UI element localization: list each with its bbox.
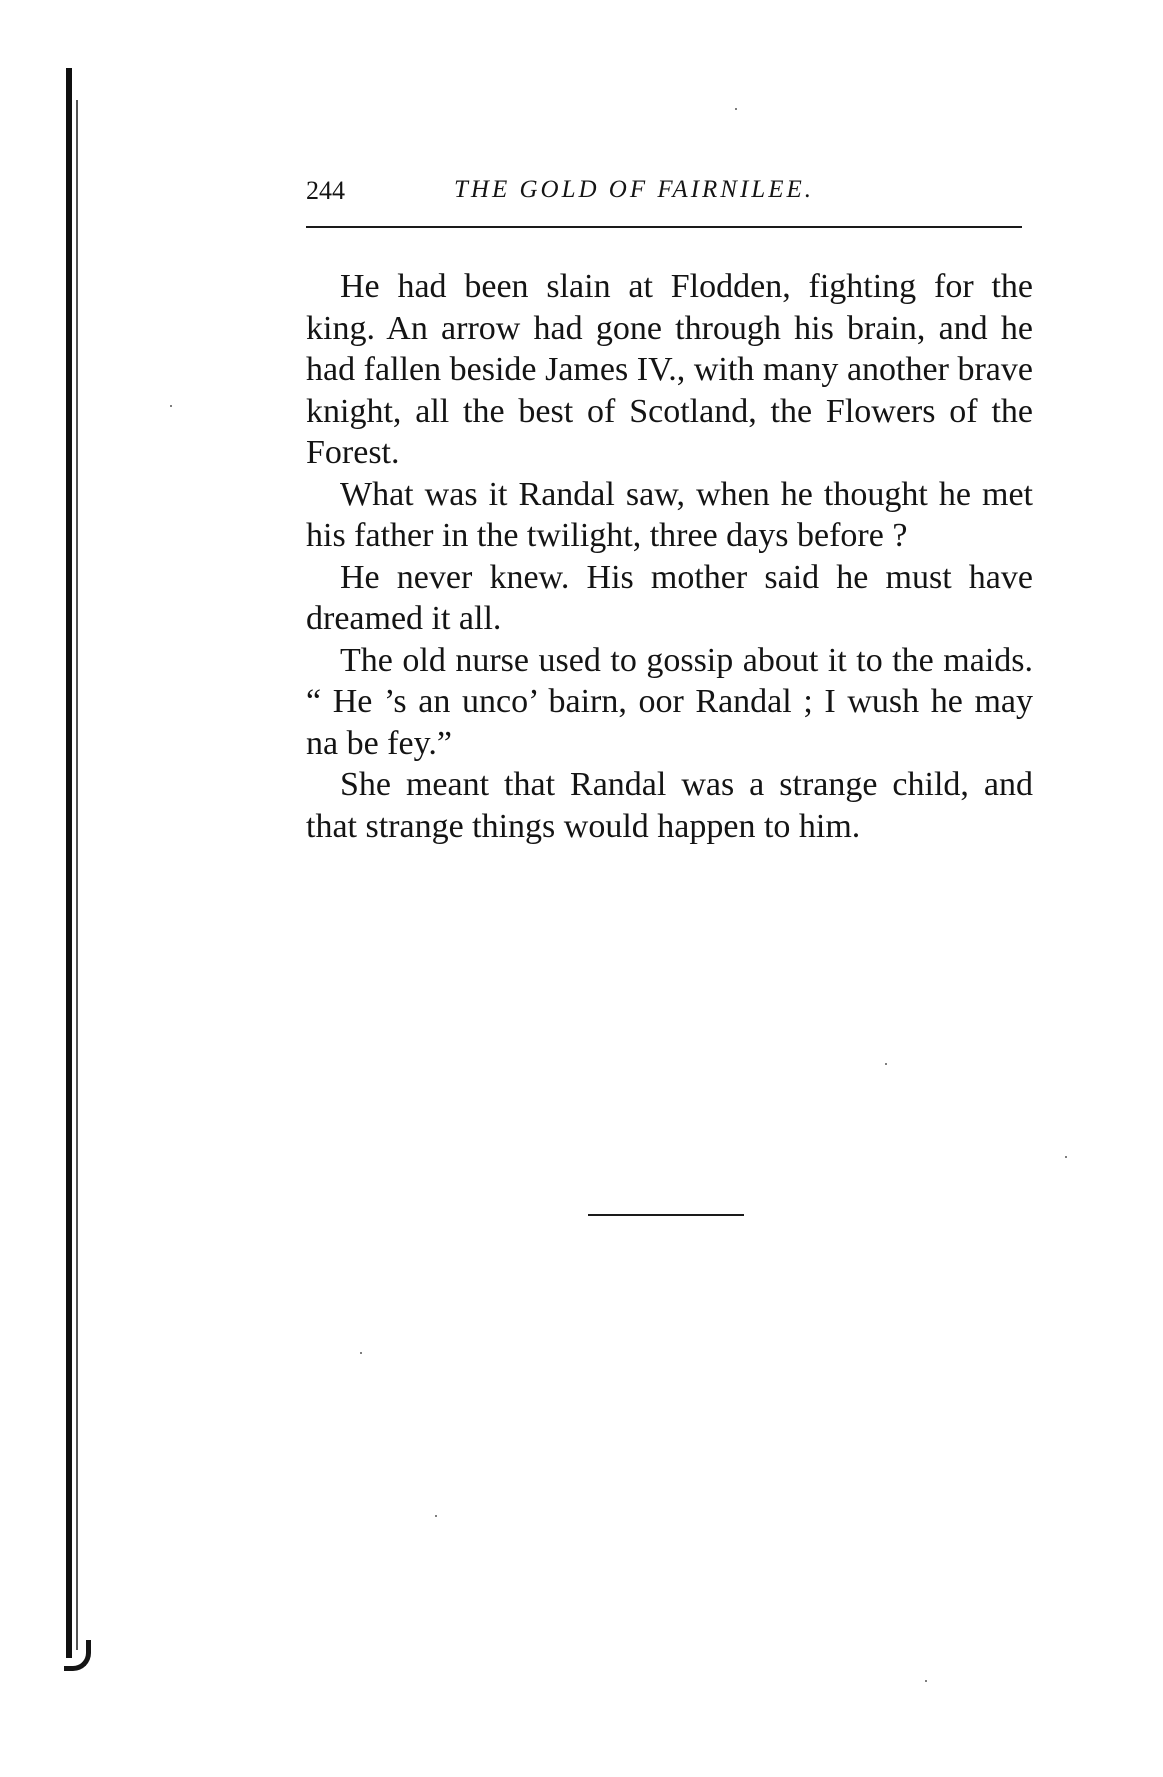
body-text — [306, 266, 1033, 847]
paper-speck — [925, 1680, 927, 1682]
page-number: 244 — [306, 176, 345, 205]
paper-speck — [885, 1063, 887, 1065]
paragraph: She meant that Randal was a strange child, and that strange things would happen to him. — [306, 766, 1033, 845]
page-binding-edge — [66, 68, 72, 1658]
paper-speck — [170, 405, 172, 407]
paragraph: What was it Randal saw, when he thought he met his father in the twilight, three days before ? — [306, 475, 1033, 554]
paragraph: He never knew. His mother said he must have dreamed it all. — [306, 558, 1033, 637]
paper-speck — [435, 1515, 437, 1517]
paper-speck — [1065, 1156, 1067, 1158]
running-title: THE GOLD OF FAIRNILEE. — [454, 176, 814, 203]
chapter-end-rule — [588, 1214, 744, 1216]
paragraph: The old nurse used to gossip about it to the maids. “ He ’s an unco’ bairn, oor Randal ; I wush he may na be fey.” — [306, 641, 1033, 762]
page-binding-corner — [64, 1640, 91, 1671]
header-rule — [306, 226, 1022, 228]
page-header — [306, 176, 1024, 216]
paper-speck — [360, 1352, 362, 1354]
page-binding-shadow — [76, 100, 78, 1650]
paper-speck — [735, 108, 737, 110]
paragraph: He had been slain at Flodden, fighting for the king. An arrow had gone through his brain, and he had fallen beside James IV., with many another brave knight, all the best of Scotland, the Flowers of the Forest. — [306, 268, 1033, 471]
